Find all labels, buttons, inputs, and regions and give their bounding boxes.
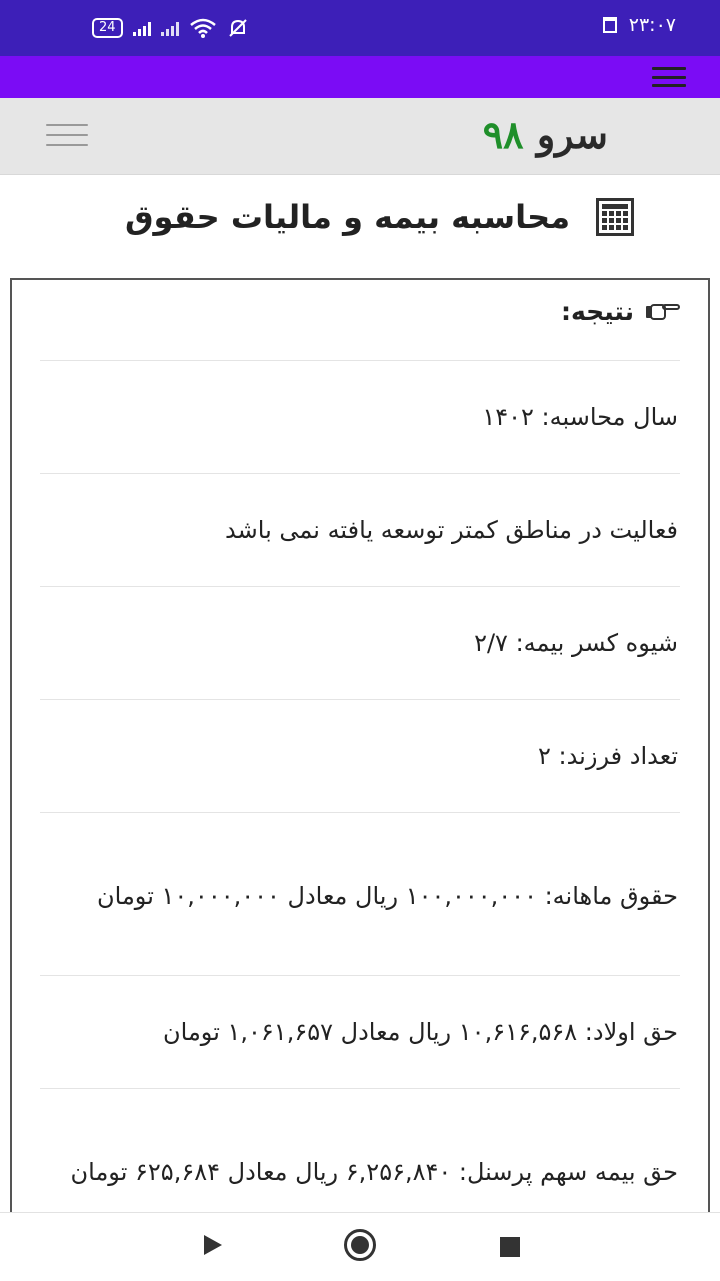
result-row-region: [12, 474, 708, 586]
page-title: محاسبه بیمه و مالیات حقوق: [124, 198, 570, 236]
result-row-text: حق بیمه سهم پرسنل: ۶,۲۵۶,۸۴۰ ریال معادل ۶۲۵,۶۸۴ تومان: [70, 1158, 678, 1186]
result-row-salary: [12, 813, 708, 975]
hand-pointing-icon: [650, 300, 680, 322]
navigation-bar: [0, 1212, 720, 1281]
status-time: ۲۳:۰۷: [628, 14, 676, 36]
result-card: [10, 278, 710, 1238]
nav-home-icon[interactable]: [344, 1229, 376, 1261]
status-icons-left: [92, 16, 249, 40]
status-bar: [0, 0, 720, 56]
result-row-text: شیوه کسر بیمه: ۲/۷: [474, 629, 678, 657]
site-menu-icon[interactable]: [46, 124, 88, 146]
nav-back-icon[interactable]: [204, 1235, 222, 1255]
result-label: نتیجه:: [561, 296, 634, 326]
signal-icon-2: [161, 20, 179, 36]
result-row-text: حقوق ماهانه: ۱۰۰,۰۰۰,۰۰۰ ریال معادل ۱۰,۰۰۰,۰۰۰ تومان: [97, 882, 678, 910]
result-row-text: فعالیت در مناطق کمتر توسعه یافته نمی باشد: [225, 516, 678, 544]
calculator-icon: [596, 198, 634, 236]
site-logo[interactable]: [483, 112, 608, 157]
battery-icon: 24: [92, 18, 123, 38]
wifi-icon: [189, 18, 217, 38]
result-header: [12, 280, 708, 360]
trash-icon: [603, 17, 617, 33]
logo-number: ۹۸: [482, 112, 524, 157]
logo-word: سرو: [536, 112, 608, 157]
result-row-children: [12, 700, 708, 812]
nav-recents-icon[interactable]: [500, 1237, 520, 1257]
result-row-text: سال محاسبه: ۱۴۰۲: [482, 403, 678, 431]
site-header: [0, 98, 720, 175]
page-title-block: [125, 198, 634, 236]
result-row-year: [12, 361, 708, 473]
signal-icon: [133, 20, 151, 36]
status-icons-right: [603, 14, 676, 36]
bell-off-icon: [227, 17, 249, 39]
result-row-child-allowance: [12, 976, 708, 1088]
result-row-text: تعداد فرزند: ۲: [537, 742, 678, 770]
app-toolbar: [0, 56, 720, 98]
result-row-insurance-method: [12, 587, 708, 699]
result-row-text: حق اولاد: ۱۰,۶۱۶,۵۶۸ ریال معادل ۱,۰۶۱,۶۵۷ تومان: [163, 1018, 678, 1046]
hamburger-icon[interactable]: [652, 67, 686, 87]
